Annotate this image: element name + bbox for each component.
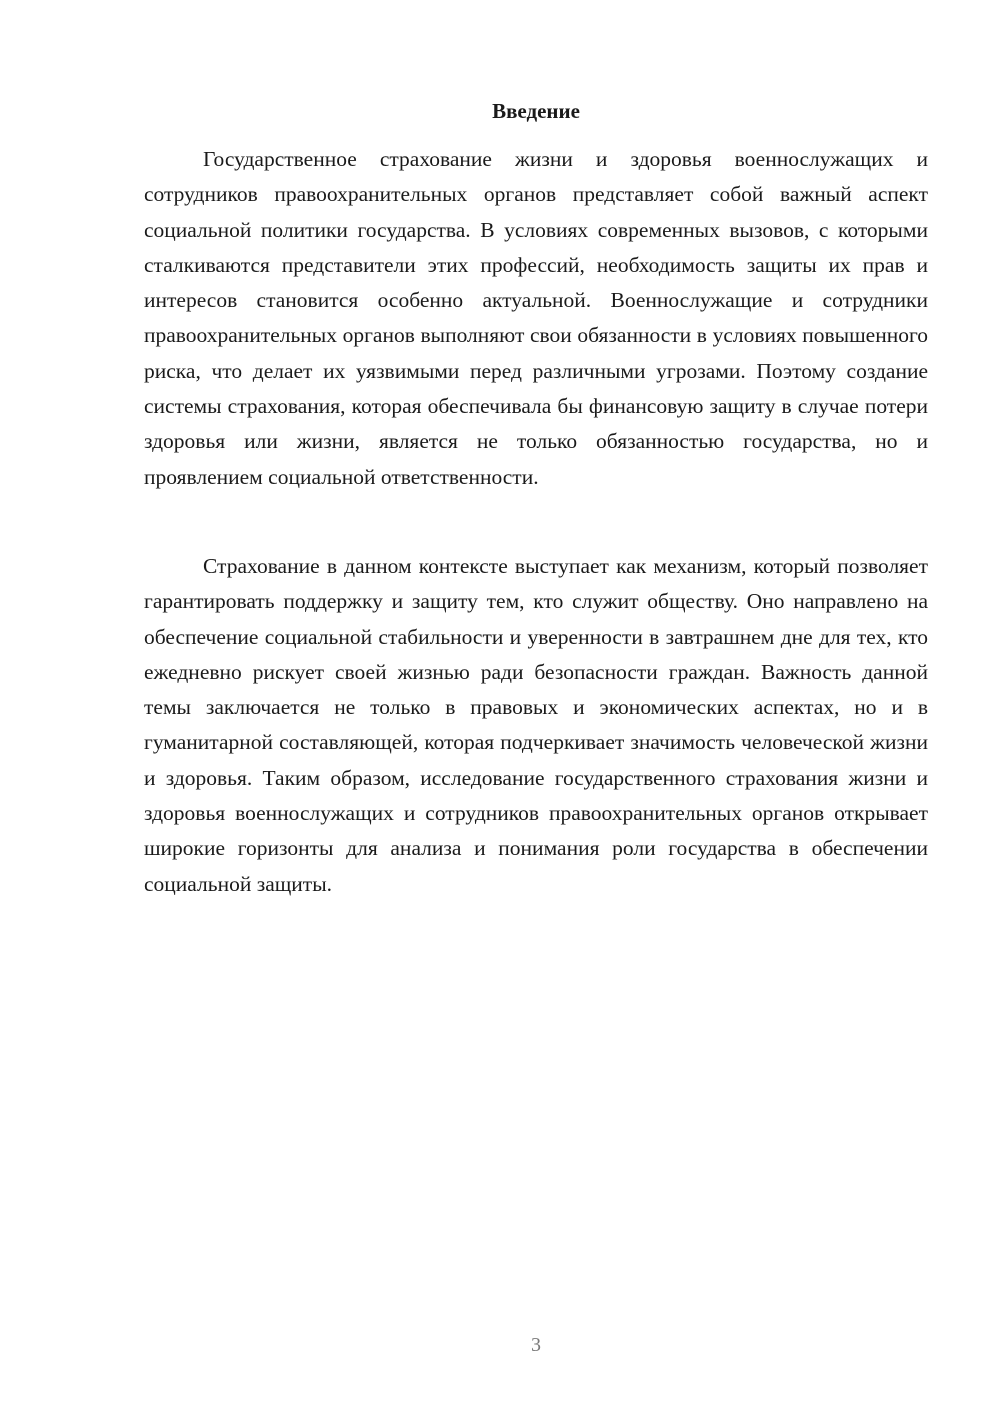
paragraph-1: Государственное страхование жизни и здоровья военнослужащих и сотрудников правоохранительных органов представляет собой важный аспект социальной политики государства. В условиях современных вызовов, с которыми сталкиваются представители этих профессий, необходимость защиты их прав и интересов становится особенно актуальной. Военнослужащие и сотрудники правоохранительных органов выполняют свои обязанности в условиях повышенного риска, что делает их уязвимыми перед различными угрозами. Поэтому создание системы страхования, которая обеспечивала бы финансовую защиту в случае потери здоровья или жизни, является не только обязанностью государства, но и проявлением социальной ответственности. — [144, 147, 928, 489]
paragraph-2: Страхование в данном контексте выступает как механизм, который позволяет гарантировать поддержку и защиту тем, кто служит обществу. Оно направлено на обеспечение социальной стабильности и уверенности в завтрашнем дне для тех, кто ежедневно рискует своей жизнью ради безопасности граждан. Важность данной темы заключается не только в правовых и экономических аспектах, но и в гуманитарной составляющей, которая подчеркивает значимость человеческой жизни и здоровья. Таким образом, исследование государственного страхования жизни и здоровья военнослужащих и сотрудников правоохранительных органов открывает широкие горизонты для анализа и понимания роли государства в обеспечении социальной защиты. — [144, 554, 928, 896]
section-heading: Введение — [492, 99, 580, 123]
page-number: 3 — [531, 1334, 541, 1356]
